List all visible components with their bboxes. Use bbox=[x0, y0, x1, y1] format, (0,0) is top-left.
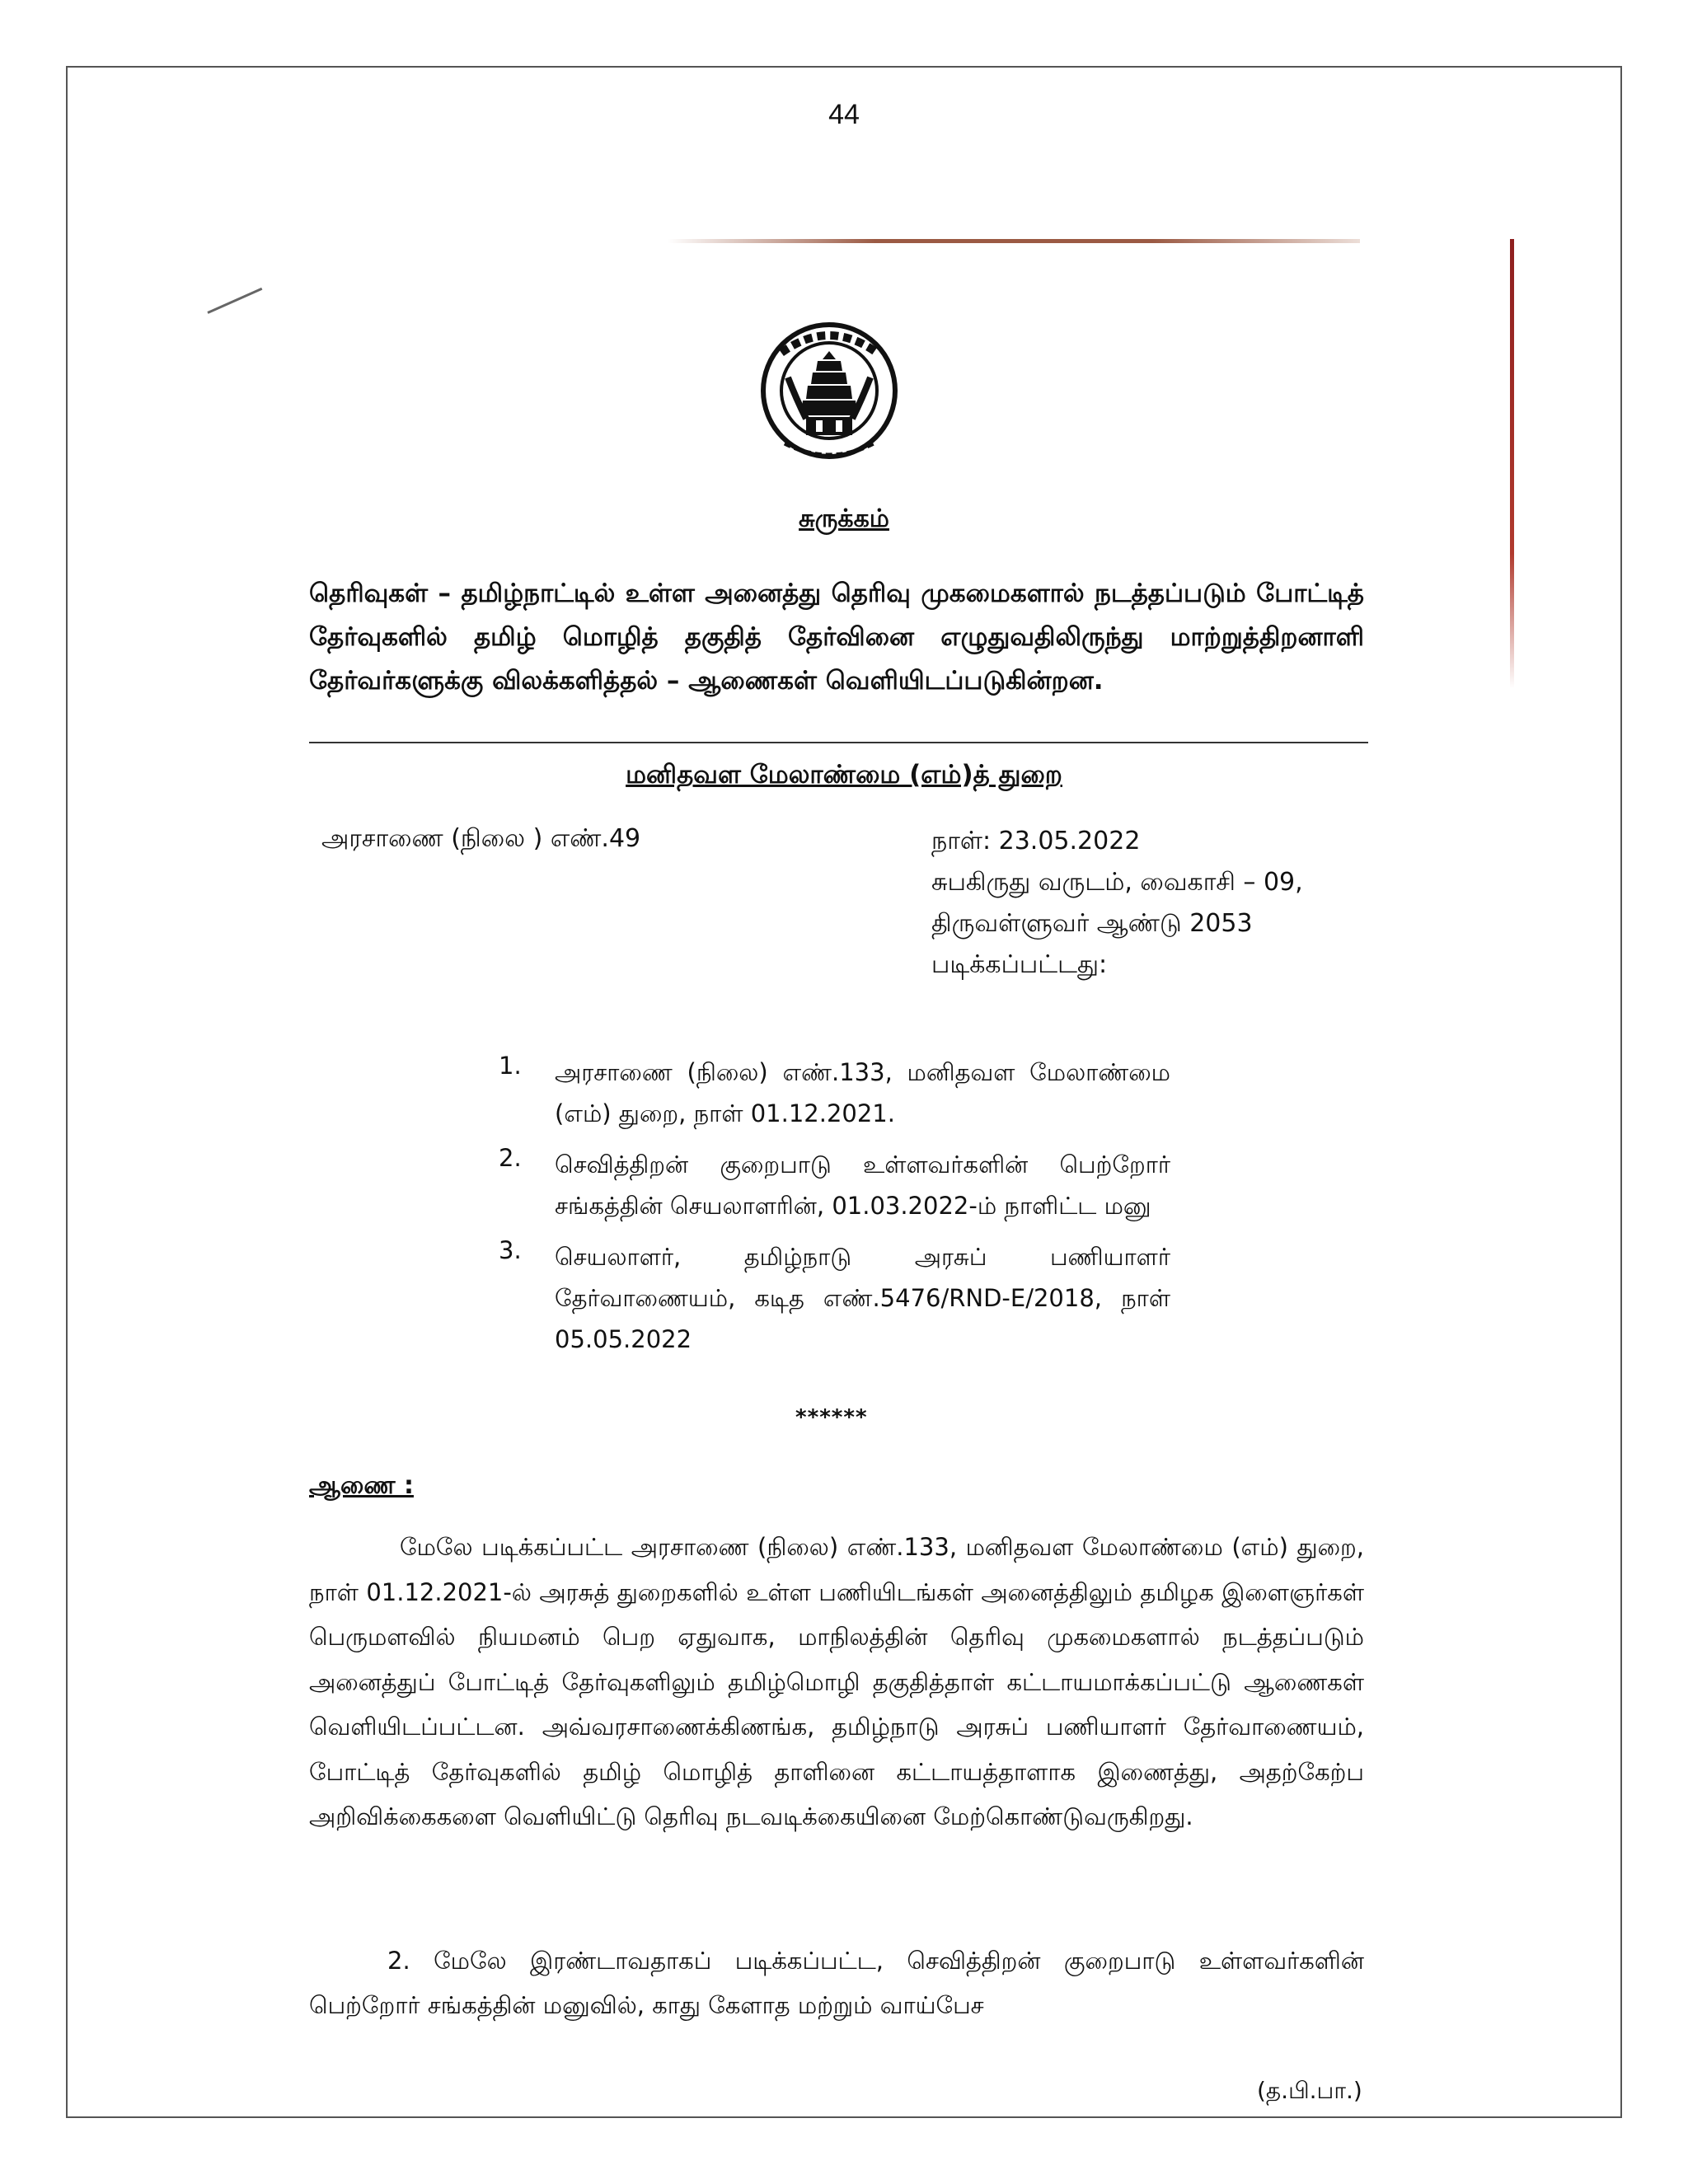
reference-number: 3. bbox=[499, 1236, 522, 1264]
reference-item bbox=[499, 1052, 1170, 1134]
reference-item bbox=[499, 1236, 1170, 1360]
section-stars: ****** bbox=[795, 1405, 868, 1430]
references-list bbox=[499, 1052, 1170, 1370]
scan-edge-line bbox=[668, 239, 1360, 243]
tamil-year-line: சுபகிருது வருடம், வைகாசி – 09, bbox=[931, 868, 1303, 897]
reference-text: செயலாளர், தமிழ்நாடு அரசுப் பணியாளர் தேர்வாணையம், கடித எண்.5476/RND-E/2018, நாள் 05.05.2022 bbox=[555, 1243, 1170, 1353]
go-number: அரசாணை (நிலை ) எண்.49 bbox=[321, 824, 641, 853]
reference-text: செவித்திறன் குறைபாடு உள்ளவர்களின் பெற்றோர் சங்கத்தின் செயலாளரின், 01.03.2022-ம் நாளிட்ட மனு bbox=[555, 1151, 1170, 1220]
reference-text: அரசாணை (நிலை) எண்.133, மனிதவள மேலாண்மை (எம்) துறை, நாள் 01.12.2021. bbox=[555, 1058, 1170, 1127]
reference-item bbox=[499, 1144, 1170, 1226]
department-heading: மனிதவள மேலாண்மை (எம்)த் துறை bbox=[626, 760, 1062, 790]
scan-edge-red-line bbox=[1510, 239, 1514, 688]
summary-heading: சுருக்கம் bbox=[799, 504, 889, 533]
reference-number: 1. bbox=[499, 1052, 522, 1080]
separator-rule bbox=[309, 742, 1368, 743]
thiruvalluvar-year-line: திருவள்ளுவர் ஆண்டு 2053 bbox=[931, 909, 1253, 938]
date-line: நாள்: 23.05.2022 bbox=[931, 827, 1141, 855]
date-block bbox=[931, 821, 1303, 986]
order-heading: ஆணை : bbox=[309, 1471, 414, 1500]
reference-number: 2. bbox=[499, 1144, 522, 1172]
read-label: படிக்கப்பட்டது: bbox=[931, 950, 1108, 979]
order-paragraph-1: மேலே படிக்கப்பட்ட அரசாணை (நிலை) எண்.133, மனிதவள மேலாண்மை (எம்) துறை, நாள் 01.12.2021-ல் அரசுத் துறைகளில் உள்ள பணியிடங்கள் அனைத்திலும் தமிழக இளைஞர்கள் பெருமளவில் நியமனம் பெற ஏதுவாக, மாநிலத்தின் தெரிவு முகமைகளால் நடத்தப்படும் அனைத்துப் போட்டித் தேர்வுகளிலும் தமிழ்மொழி தகுதித்தாள் கட்டாயமாக்கப்பட்டு ஆணைகள் வெளியிடப்பட்டன. அவ்வரசாணைக்கிணங்க, தமிழ்நாடு அரசுப் பணியாளர் தேர்வாணையம், போட்டித் தேர்வுகளில் தமிழ் மொழித் தாளினை கட்டாயத்தாளாக இணைத்து, அதற்கேற்ப அறிவிக்கைகளை வெளியிட்டு தெரிவு நடவடிக்கையினை மேற்கொண்டுவருகிறது. bbox=[309, 1533, 1364, 1830]
government-emblem-seal bbox=[757, 320, 902, 468]
page-turn-note: (த.பி.பா.) bbox=[1257, 2077, 1362, 2104]
summary-text: தெரிவுகள் – தமிழ்நாட்டில் உள்ள அனைத்து தெரிவு முகமைகளால் நடத்தப்படும் போட்டித் தேர்வுகளில் தமிழ் மொழித் தகுதித் தேர்வினை எழுதுவதிலிருந்து மாற்றுத்திறனாளி தேர்வர்களுக்கு விலக்களித்தல் – ஆணைகள் வெளியிடப்படுகின்றன. bbox=[309, 579, 1364, 696]
page-number: 44 bbox=[828, 99, 860, 130]
order-paragraph-2: 2. மேலே இரண்டாவதாகப் படிக்கப்பட்ட, செவித்திறன் குறைபாடு உள்ளவர்களின் பெற்றோர் சங்கத்தின் மனுவில், காது கேளாத மற்றும் வாய்பேச bbox=[309, 1947, 1364, 2019]
